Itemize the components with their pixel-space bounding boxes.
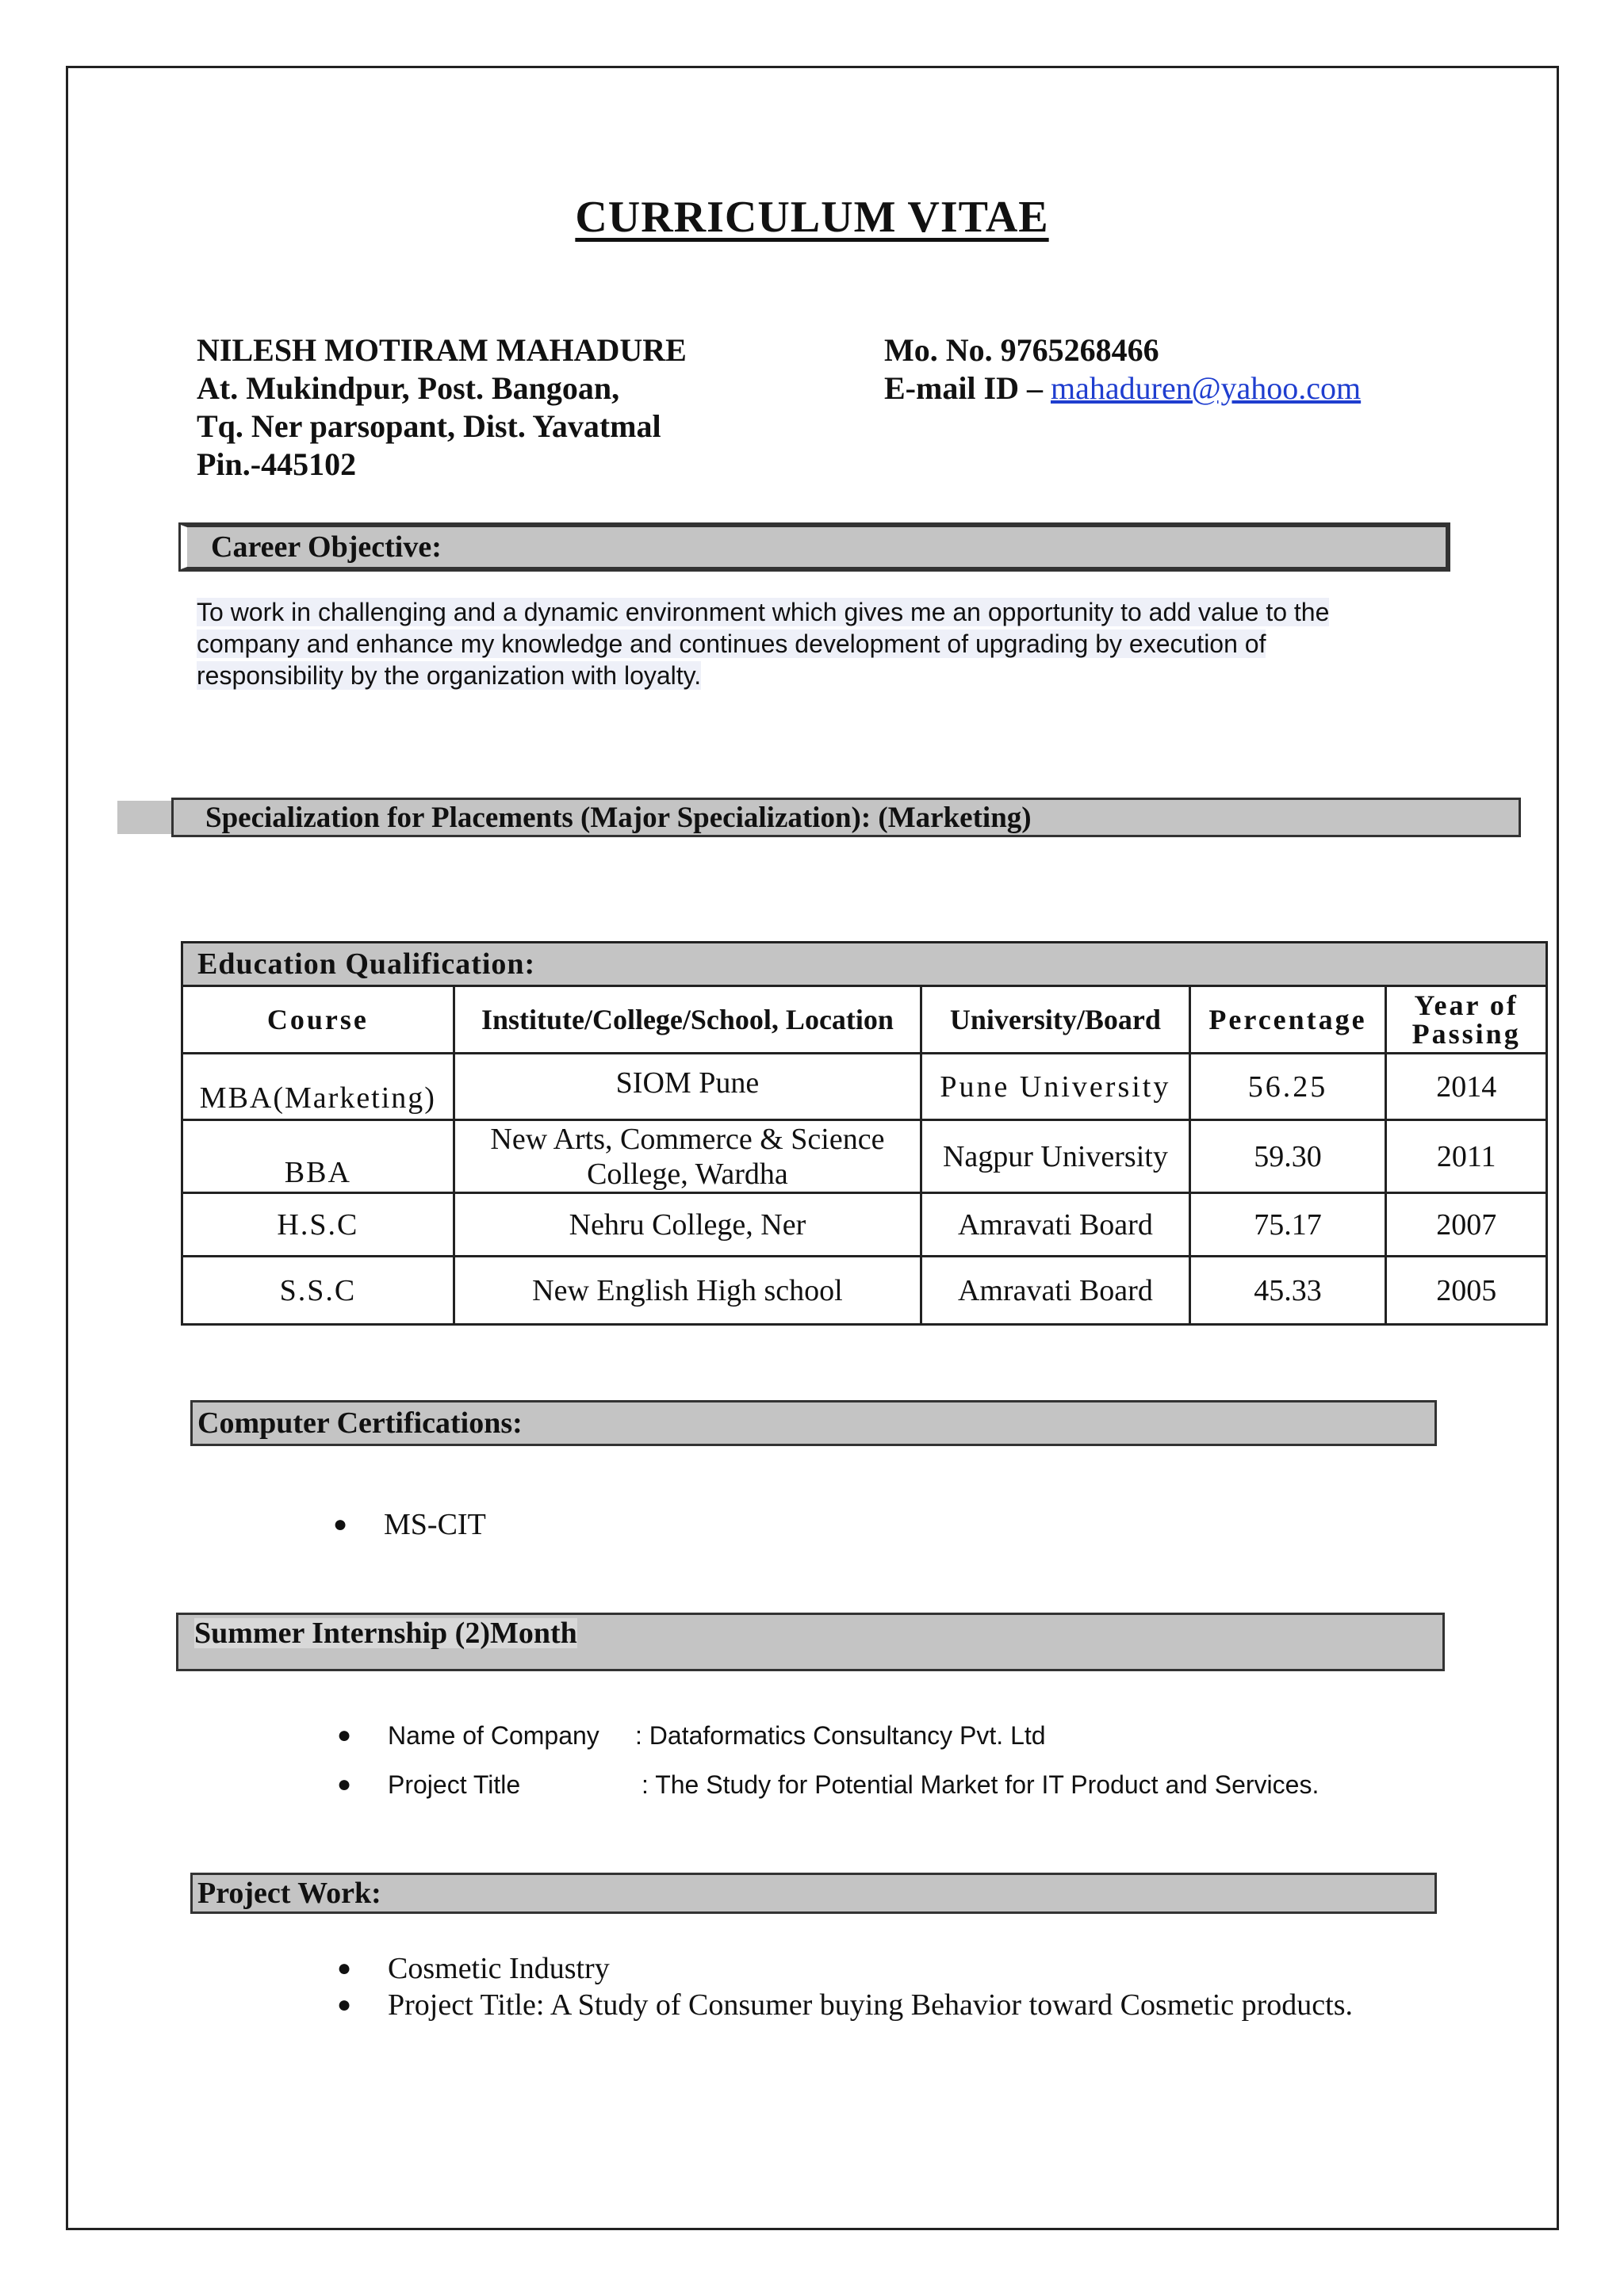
bullet-icon: ●	[337, 1955, 352, 1981]
col-course: Course	[182, 986, 454, 1054]
bullet-icon: ●	[337, 1992, 352, 2018]
education-table	[181, 941, 1548, 1326]
list-item	[337, 1711, 1319, 1760]
specialization-stripe	[117, 801, 173, 834]
row-board: Amravati Board	[921, 1257, 1190, 1325]
objective-line-1: To work in challenging and a dynamic environment which gives me an opportunity to add value to the	[197, 598, 1330, 626]
project-label: Project Title	[388, 1770, 521, 1799]
certifications-heading: Computer Certifications:	[190, 1400, 1437, 1446]
row-percentage: 56.25	[1189, 1054, 1386, 1120]
col-year: Year of Passing	[1386, 986, 1547, 1054]
row-year: 2005	[1386, 1257, 1547, 1325]
project-work-heading: Project Work:	[190, 1873, 1437, 1914]
contact-block	[884, 331, 1361, 408]
row-year: 2007	[1386, 1193, 1547, 1257]
company-label: Name of Company	[388, 1721, 599, 1750]
row-board: Nagpur University	[921, 1120, 1190, 1193]
bullet-icon: ●	[333, 1511, 348, 1537]
email-label: E-mail ID –	[884, 370, 1043, 406]
objective-line-2: company and enhance my knowledge and continues development of upgrading by execution of	[197, 629, 1266, 658]
row-institute: Nehru College, Ner	[454, 1193, 921, 1257]
address-line-1: At. Mukindpur, Post. Bangoan,	[197, 370, 620, 406]
email-link[interactable]: mahaduren@yahoo.com	[1051, 370, 1362, 406]
internship-heading: Summer Internship (2)Month	[176, 1613, 1445, 1671]
education-header-row	[182, 986, 1547, 1054]
list-item	[337, 1760, 1319, 1809]
table-row	[182, 1257, 1547, 1325]
row-course: S.S.C	[182, 1257, 454, 1325]
company-value: : Dataformatics Consultancy Pvt. Ltd	[635, 1721, 1046, 1750]
table-row	[182, 1120, 1547, 1193]
bullet-icon: ●	[337, 1722, 352, 1748]
row-institute-line-1: New Arts, Commerce & Science	[490, 1122, 885, 1156]
list-item	[337, 1987, 1353, 2023]
row-course: MBA(Marketing)	[182, 1054, 454, 1120]
project-work-list	[337, 1950, 1353, 2023]
row-institute-line-2: College, Wardha	[587, 1157, 788, 1191]
row-institute: New English High school	[454, 1257, 921, 1325]
applicant-address-block	[197, 331, 687, 484]
col-percentage: Percentage	[1189, 986, 1386, 1054]
row-board: Pune University	[921, 1054, 1190, 1120]
row-course: H.S.C	[182, 1193, 454, 1257]
row-institute: SIOM Pune	[454, 1054, 921, 1120]
career-objective-text	[197, 596, 1426, 691]
page-title: CURRICULUM VITAE	[575, 193, 1049, 242]
certifications-list	[333, 1500, 486, 1549]
row-year: 2011	[1386, 1120, 1547, 1193]
career-objective-heading: Career Objective:	[181, 525, 1448, 569]
col-institute: Institute/College/School, Location	[454, 986, 921, 1054]
col-board: University/Board	[921, 986, 1190, 1054]
bullet-icon: ●	[337, 1771, 352, 1797]
table-row	[182, 1054, 1547, 1120]
mobile-number: Mo. No. 9765268466	[884, 332, 1159, 368]
row-percentage: 45.33	[1189, 1257, 1386, 1325]
project-item: Project Title: A Study of Consumer buying Behavior toward Cosmetic products.	[388, 1988, 1354, 2022]
row-board: Amravati Board	[921, 1193, 1190, 1257]
row-course: BBA	[182, 1120, 454, 1193]
certification-item: MS-CIT	[384, 1508, 486, 1541]
email-row	[884, 369, 1361, 408]
education-heading: Education Qualification:	[182, 943, 1547, 986]
address-pin: Pin.-445102	[197, 446, 357, 482]
address-line-2: Tq. Ner parsopant, Dist. Yavatmal	[197, 408, 661, 444]
specialization-heading: Specialization for Placements (Major Specialization): (Marketing)	[171, 798, 1521, 837]
project-item: Cosmetic Industry	[388, 1952, 610, 1985]
internship-details	[337, 1711, 1319, 1809]
row-year: 2014	[1386, 1054, 1547, 1120]
objective-line-3: responsibility by the organization with loyalty.	[197, 661, 702, 690]
table-row	[182, 1193, 1547, 1257]
education-heading-row	[182, 943, 1547, 986]
row-percentage: 75.17	[1189, 1193, 1386, 1257]
row-institute	[454, 1120, 921, 1193]
applicant-name: NILESH MOTIRAM MAHADURE	[197, 332, 687, 368]
row-percentage: 59.30	[1189, 1120, 1386, 1193]
project-value: : The Study for Potential Market for IT Product and Services.	[642, 1770, 1320, 1799]
list-item	[337, 1950, 1353, 1987]
list-item	[333, 1500, 486, 1549]
